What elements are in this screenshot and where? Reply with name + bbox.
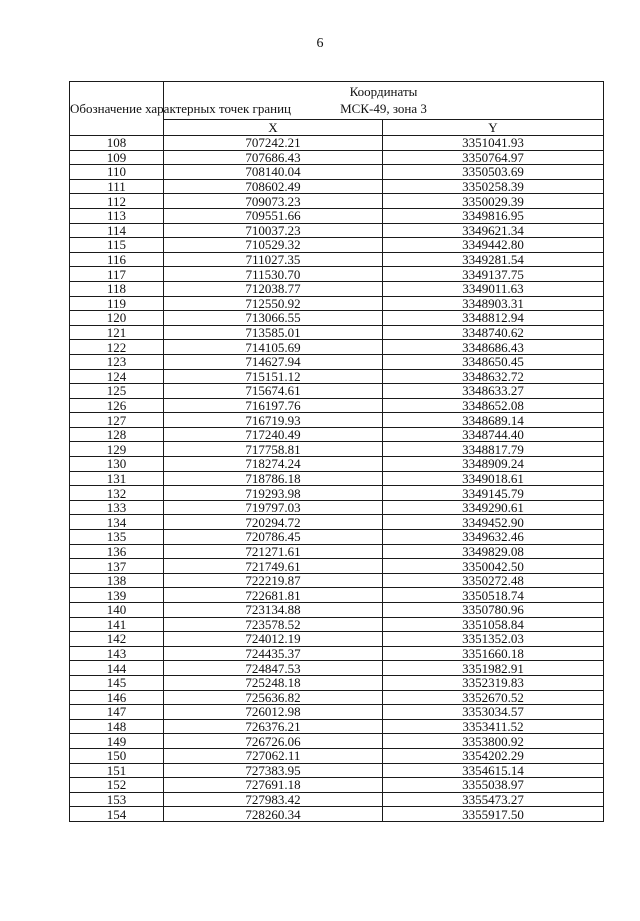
- table-row: [70, 471, 604, 486]
- table-row: [70, 223, 604, 238]
- y-coordinate: 3354615.14: [383, 763, 604, 778]
- x-coordinate: 725248.18: [164, 675, 383, 690]
- x-coordinate: 722219.87: [164, 573, 383, 588]
- x-coordinate: 719293.98: [164, 486, 383, 501]
- x-coordinate: 717240.49: [164, 427, 383, 442]
- table-row: [70, 705, 604, 720]
- y-coordinate: 3348909.24: [383, 457, 604, 472]
- point-number: 121: [70, 325, 164, 340]
- table-row: [70, 296, 604, 311]
- table-row: [70, 690, 604, 705]
- x-coordinate: 712550.92: [164, 296, 383, 311]
- y-coordinate: 3355473.27: [383, 792, 604, 807]
- x-coordinate: 713585.01: [164, 325, 383, 340]
- point-number: 114: [70, 223, 164, 238]
- coordinates-table: [69, 81, 604, 822]
- x-coordinate: 727983.42: [164, 792, 383, 807]
- x-coordinate: 709073.23: [164, 194, 383, 209]
- x-coordinate: 720786.45: [164, 530, 383, 545]
- point-number: 128: [70, 427, 164, 442]
- y-coordinate: 3349621.34: [383, 223, 604, 238]
- table-row: [70, 573, 604, 588]
- y-coordinate: 3355038.97: [383, 778, 604, 793]
- point-number: 113: [70, 208, 164, 223]
- x-coordinate: 724847.53: [164, 661, 383, 676]
- point-number: 127: [70, 413, 164, 428]
- x-coordinate: 708140.04: [164, 165, 383, 180]
- table-row: [70, 208, 604, 223]
- point-number: 151: [70, 763, 164, 778]
- y-coordinate: 3349829.08: [383, 544, 604, 559]
- x-coordinate: 710529.32: [164, 238, 383, 253]
- x-coordinate: 723578.52: [164, 617, 383, 632]
- table-row: [70, 603, 604, 618]
- y-coordinate: 3349632.46: [383, 530, 604, 545]
- point-number: 142: [70, 632, 164, 647]
- x-coordinate: 721271.61: [164, 544, 383, 559]
- page-number: 6: [316, 36, 324, 51]
- x-coordinate: 709551.66: [164, 208, 383, 223]
- point-number: 135: [70, 530, 164, 545]
- point-number: 137: [70, 559, 164, 574]
- point-number: 148: [70, 719, 164, 734]
- point-number: 143: [70, 646, 164, 661]
- point-number: 111: [70, 179, 164, 194]
- table-row: [70, 588, 604, 603]
- x-coordinate: 711530.70: [164, 267, 383, 282]
- y-coordinate: 3348903.31: [383, 296, 604, 311]
- table-row: [70, 442, 604, 457]
- y-coordinate: 3350503.69: [383, 165, 604, 180]
- y-column-header: Y: [383, 119, 604, 135]
- y-coordinate: 3351058.84: [383, 617, 604, 632]
- point-number: 130: [70, 457, 164, 472]
- y-coordinate: 3348744.40: [383, 427, 604, 442]
- x-column-header: X: [164, 119, 383, 135]
- y-coordinate: 3352319.83: [383, 675, 604, 690]
- y-coordinate: 3349442.80: [383, 238, 604, 253]
- point-number: 139: [70, 588, 164, 603]
- table-row: [70, 486, 604, 501]
- point-number: 147: [70, 705, 164, 720]
- point-number: 124: [70, 369, 164, 384]
- y-coordinate: 3351352.03: [383, 632, 604, 647]
- y-coordinate: 3348817.79: [383, 442, 604, 457]
- y-coordinate: 3355917.50: [383, 807, 604, 822]
- table-row: [70, 150, 604, 165]
- point-number: 146: [70, 690, 164, 705]
- point-number: 132: [70, 486, 164, 501]
- x-coordinate: 710037.23: [164, 223, 383, 238]
- y-coordinate: 3350780.96: [383, 603, 604, 618]
- point-number: 125: [70, 384, 164, 399]
- x-coordinate: 726012.98: [164, 705, 383, 720]
- y-coordinate: 3351041.93: [383, 136, 604, 151]
- y-coordinate: 3349816.95: [383, 208, 604, 223]
- table-row: [70, 515, 604, 530]
- point-number: 134: [70, 515, 164, 530]
- table-row: [70, 559, 604, 574]
- table-row: [70, 354, 604, 369]
- x-coordinate: 715674.61: [164, 384, 383, 399]
- y-coordinate: 3353800.92: [383, 734, 604, 749]
- table-row: [70, 369, 604, 384]
- table-row: [70, 748, 604, 763]
- x-coordinate: 715151.12: [164, 369, 383, 384]
- y-coordinate: 3349290.61: [383, 500, 604, 515]
- table-row: [70, 646, 604, 661]
- point-number: 116: [70, 252, 164, 267]
- table-row: [70, 457, 604, 472]
- table-row: [70, 807, 604, 822]
- x-coordinate: 707686.43: [164, 150, 383, 165]
- y-coordinate: 3353034.57: [383, 705, 604, 720]
- table-row: [70, 427, 604, 442]
- table-row: [70, 617, 604, 632]
- x-coordinate: 718274.24: [164, 457, 383, 472]
- point-number: 129: [70, 442, 164, 457]
- point-number: 117: [70, 267, 164, 282]
- y-coordinate: 3348632.72: [383, 369, 604, 384]
- table-row: [70, 675, 604, 690]
- table-row: [70, 311, 604, 326]
- y-coordinate: 3348740.62: [383, 325, 604, 340]
- point-number: 150: [70, 748, 164, 763]
- table-row: [70, 165, 604, 180]
- table-row: [70, 281, 604, 296]
- table-row: [70, 136, 604, 151]
- table-row: [70, 194, 604, 209]
- point-number: 120: [70, 311, 164, 326]
- point-number: 126: [70, 398, 164, 413]
- table-row: [70, 398, 604, 413]
- x-coordinate: 724435.37: [164, 646, 383, 661]
- y-coordinate: 3349281.54: [383, 252, 604, 267]
- x-coordinate: 713066.55: [164, 311, 383, 326]
- x-coordinate: 722681.81: [164, 588, 383, 603]
- point-number: 152: [70, 778, 164, 793]
- table-row: [70, 734, 604, 749]
- table-row: [70, 792, 604, 807]
- x-coordinate: 724012.19: [164, 632, 383, 647]
- table-row: [70, 413, 604, 428]
- y-coordinate: 3349137.75: [383, 267, 604, 282]
- x-coordinate: 719797.03: [164, 500, 383, 515]
- point-number: 119: [70, 296, 164, 311]
- point-number: 108: [70, 136, 164, 151]
- table-row: [70, 661, 604, 676]
- y-coordinate: 3352670.52: [383, 690, 604, 705]
- point-number: 131: [70, 471, 164, 486]
- x-coordinate: 727691.18: [164, 778, 383, 793]
- point-number: 145: [70, 675, 164, 690]
- y-coordinate: 3348689.14: [383, 413, 604, 428]
- x-coordinate: 716719.93: [164, 413, 383, 428]
- x-coordinate: 717758.81: [164, 442, 383, 457]
- point-number: 136: [70, 544, 164, 559]
- x-coordinate: 720294.72: [164, 515, 383, 530]
- point-number: 141: [70, 617, 164, 632]
- y-coordinate: 3348650.45: [383, 354, 604, 369]
- x-coordinate: 725636.82: [164, 690, 383, 705]
- point-number: 149: [70, 734, 164, 749]
- table-row: [70, 500, 604, 515]
- table-row: [70, 325, 604, 340]
- table-body: [70, 136, 604, 822]
- table-row: [70, 530, 604, 545]
- x-coordinate: 712038.77: [164, 281, 383, 296]
- table-row: [70, 238, 604, 253]
- x-coordinate: 728260.34: [164, 807, 383, 822]
- x-coordinate: 726376.21: [164, 719, 383, 734]
- y-coordinate: 3350258.39: [383, 179, 604, 194]
- x-coordinate: 721749.61: [164, 559, 383, 574]
- y-coordinate: 3350764.97: [383, 150, 604, 165]
- table-header-row: [70, 82, 604, 120]
- y-coordinate: 3353411.52: [383, 719, 604, 734]
- x-coordinate: 723134.88: [164, 603, 383, 618]
- x-coordinate: 707242.21: [164, 136, 383, 151]
- table-row: [70, 632, 604, 647]
- point-number: 118: [70, 281, 164, 296]
- table-row: [70, 267, 604, 282]
- point-number: 140: [70, 603, 164, 618]
- table-row: [70, 384, 604, 399]
- table-row: [70, 544, 604, 559]
- point-number: 122: [70, 340, 164, 355]
- y-coordinate: 3350029.39: [383, 194, 604, 209]
- coordinates-title: Координаты: [349, 84, 418, 100]
- y-coordinate: 3348686.43: [383, 340, 604, 355]
- coordinate-system: МСК-49, зона 3: [340, 101, 427, 117]
- y-coordinate: 3348633.27: [383, 384, 604, 399]
- point-number: 154: [70, 807, 164, 822]
- x-coordinate: 727383.95: [164, 763, 383, 778]
- x-coordinate: 714627.94: [164, 354, 383, 369]
- x-coordinate: 718786.18: [164, 471, 383, 486]
- x-coordinate: 716197.76: [164, 398, 383, 413]
- y-coordinate: 3348812.94: [383, 311, 604, 326]
- point-number: 153: [70, 792, 164, 807]
- point-number: 115: [70, 238, 164, 253]
- point-number: 133: [70, 500, 164, 515]
- x-coordinate: 708602.49: [164, 179, 383, 194]
- x-coordinate: 711027.35: [164, 252, 383, 267]
- y-coordinate: 3349145.79: [383, 486, 604, 501]
- y-coordinate: 3354202.29: [383, 748, 604, 763]
- y-coordinate: 3351660.18: [383, 646, 604, 661]
- y-coordinate: 3350272.48: [383, 573, 604, 588]
- x-coordinate: 714105.69: [164, 340, 383, 355]
- y-coordinate: 3350042.50: [383, 559, 604, 574]
- point-number: 110: [70, 165, 164, 180]
- point-number: 109: [70, 150, 164, 165]
- y-coordinate: 3351982.91: [383, 661, 604, 676]
- y-coordinate: 3348652.08: [383, 398, 604, 413]
- x-coordinate: 727062.11: [164, 748, 383, 763]
- table-row: [70, 340, 604, 355]
- y-coordinate: 3349011.63: [383, 281, 604, 296]
- table-row: [70, 763, 604, 778]
- table-row: [70, 778, 604, 793]
- y-coordinate: 3349018.61: [383, 471, 604, 486]
- point-number: 138: [70, 573, 164, 588]
- point-number: 123: [70, 354, 164, 369]
- table-row: [70, 719, 604, 734]
- x-coordinate: 726726.06: [164, 734, 383, 749]
- y-coordinate: 3349452.90: [383, 515, 604, 530]
- table-row: [70, 179, 604, 194]
- y-coordinate: 3350518.74: [383, 588, 604, 603]
- point-number: 144: [70, 661, 164, 676]
- point-number: 112: [70, 194, 164, 209]
- point-label-header: Обозначение характерных точек границ: [70, 82, 164, 136]
- table-row: [70, 252, 604, 267]
